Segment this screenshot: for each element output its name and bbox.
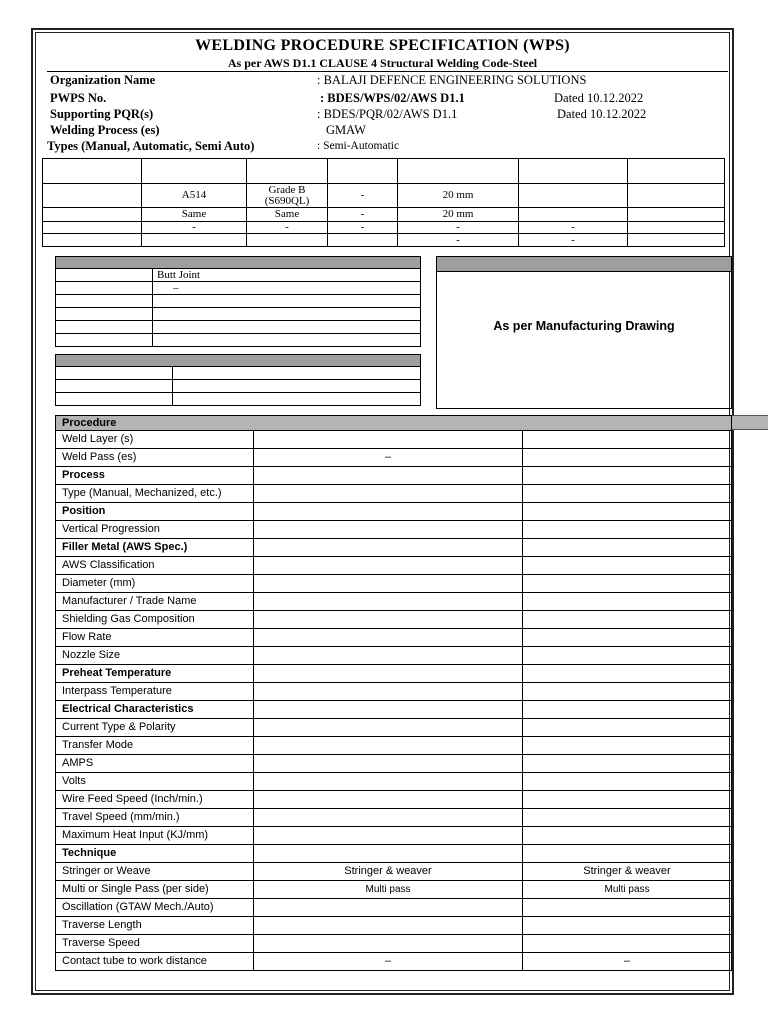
table-row xyxy=(56,308,421,321)
procedure-row-value-1 xyxy=(254,701,523,719)
drawing-header-bar xyxy=(437,257,731,272)
table-header-bar xyxy=(56,355,421,367)
procedure-row-value-2 xyxy=(523,791,732,809)
procedure-row-label: AWS Classification xyxy=(56,557,254,575)
org-value: : BALAJI DEFENCE ENGINEERING SOLUTIONS xyxy=(317,73,587,87)
types-value: : Semi-Automatic xyxy=(317,140,400,152)
procedure-row-value-1: – xyxy=(254,449,523,467)
procedure-row-label: Oscillation (GTAW Mech./Auto) xyxy=(56,899,254,917)
procedure-row-value-1 xyxy=(254,737,523,755)
table-row xyxy=(56,367,421,380)
procedure-row-value-2 xyxy=(523,701,732,719)
procedure-row-label: Wire Feed Speed (Inch/min.) xyxy=(56,791,254,809)
pqr-value: : BDES/PQR/02/AWS D1.1 xyxy=(317,107,458,121)
pwps-label: PWPS No. xyxy=(50,91,107,105)
procedure-row xyxy=(56,863,732,881)
procedure-row-value-1 xyxy=(254,791,523,809)
procedure-row xyxy=(56,431,732,449)
table-row: - - - - - xyxy=(43,222,725,234)
table-row xyxy=(56,393,421,406)
procedure-row-value-2 xyxy=(523,827,732,845)
procedure-row-value-2 xyxy=(523,935,732,953)
procedure-row-label: Weld Layer (s) xyxy=(56,431,254,449)
procedure-row-value-2 xyxy=(523,773,732,791)
procedure-row xyxy=(56,647,732,665)
procedure-row-value-1 xyxy=(254,809,523,827)
procedure-row xyxy=(56,845,732,863)
table-row: - - xyxy=(43,234,725,247)
procedure-row-value-2: Stringer & weaver xyxy=(523,863,732,881)
pwps-value: : BDES/WPS/02/AWS D1.1 xyxy=(320,91,465,105)
procedure-row xyxy=(56,899,732,917)
table-header-bar xyxy=(56,257,421,269)
table-row xyxy=(43,159,725,184)
procedure-row-value-1 xyxy=(254,539,523,557)
procedure-row xyxy=(56,665,732,683)
procedure-row-value-2 xyxy=(523,485,732,503)
procedure-row-value-2 xyxy=(523,539,732,557)
procedure-row-value-2 xyxy=(523,719,732,737)
procedure-row-value-1 xyxy=(254,683,523,701)
procedure-row-label: Travel Speed (mm/min.) xyxy=(56,809,254,827)
procedure-row-label: Position xyxy=(56,503,254,521)
procedure-row-value-1: Stringer & weaver xyxy=(254,863,523,881)
procedure-row-label: Maximum Heat Input (KJ/mm) xyxy=(56,827,254,845)
procedure-row-value-2 xyxy=(523,809,732,827)
procedure-row xyxy=(56,683,732,701)
procedure-row-value-2 xyxy=(523,557,732,575)
procedure-row-label: Filler Metal (AWS Spec.) xyxy=(56,539,254,557)
procedure-row-label: Volts xyxy=(56,773,254,791)
procedure-row-label: Technique xyxy=(56,845,254,863)
procedure-row-value-2 xyxy=(523,629,732,647)
procedure-row xyxy=(56,935,732,953)
procedure-row-value-1 xyxy=(254,503,523,521)
joint-backing: – xyxy=(153,282,421,295)
procedure-row xyxy=(56,737,732,755)
procedure-row-label: Preheat Temperature xyxy=(56,665,254,683)
procedure-row-value-2 xyxy=(523,611,732,629)
procedure-row-value-2 xyxy=(523,503,732,521)
procedure-row-value-2 xyxy=(523,431,732,449)
procedure-row xyxy=(56,881,732,899)
procedure-row-value-2 xyxy=(523,647,732,665)
procedure-row-value-2 xyxy=(523,755,732,773)
document-subtitle: As per AWS D1.1 CLAUSE 4 Structural Welding Code-Steel xyxy=(227,56,538,70)
table-row: Same Same - 20 mm xyxy=(43,208,725,222)
table-row xyxy=(56,334,421,347)
procedure-row-label: Type (Manual, Mechanized, etc.) xyxy=(56,485,254,503)
procedure-row-label: Manufacturer / Trade Name xyxy=(56,593,254,611)
procedure-row-label: Multi or Single Pass (per side) xyxy=(56,881,254,899)
table-row xyxy=(56,295,421,308)
procedure-row xyxy=(56,719,732,737)
pwps-date: Dated 10.12.2022 xyxy=(554,91,644,105)
procedure-row xyxy=(56,449,732,467)
procedure-row xyxy=(56,773,732,791)
procedure-row-value-1 xyxy=(254,899,523,917)
procedure-row-value-2 xyxy=(523,683,732,701)
table-row xyxy=(56,269,421,282)
base-metal-table xyxy=(42,158,725,247)
procedure-row xyxy=(56,827,732,845)
procedure-table xyxy=(55,415,732,971)
joint-drawing-box xyxy=(436,256,732,409)
procedure-row-value-1 xyxy=(254,719,523,737)
procedure-row-value-1 xyxy=(254,935,523,953)
procedure-row-value-1 xyxy=(254,647,523,665)
procedure-row-value-2 xyxy=(523,665,732,683)
procedure-row-label: Transfer Mode xyxy=(56,737,254,755)
secondary-table xyxy=(55,354,421,406)
procedure-row-value-1 xyxy=(254,845,523,863)
procedure-row xyxy=(56,575,732,593)
table-row xyxy=(56,321,421,334)
procedure-row-value-1 xyxy=(254,485,523,503)
procedure-row-label: Electrical Characteristics xyxy=(56,701,254,719)
joint-design-table xyxy=(55,256,421,347)
org-label: Organization Name xyxy=(50,73,156,87)
procedure-row-value-2 xyxy=(523,899,732,917)
procedure-row-value-2 xyxy=(523,917,732,935)
procedure-row-value-1 xyxy=(254,917,523,935)
procedure-row-label: Interpass Temperature xyxy=(56,683,254,701)
types-label: Types (Manual, Automatic, Semi Auto) xyxy=(47,139,255,153)
procedure-row-value-2 xyxy=(523,521,732,539)
procedure-row-value-1 xyxy=(254,755,523,773)
procedure-row-value-1 xyxy=(254,467,523,485)
drawing-note: As per Manufacturing Drawing xyxy=(493,319,675,333)
pqr-date: Dated 10.12.2022 xyxy=(557,107,647,121)
procedure-row xyxy=(56,593,732,611)
pqr-label: Supporting PQR(s) xyxy=(50,107,154,121)
procedure-row xyxy=(56,701,732,719)
procedure-row-label: Traverse Speed xyxy=(56,935,254,953)
procedure-row-label: Process xyxy=(56,467,254,485)
table-row xyxy=(56,282,421,295)
procedure-row-label: Diameter (mm) xyxy=(56,575,254,593)
procedure-row-label: Traverse Length xyxy=(56,917,254,935)
title-divider xyxy=(47,71,728,72)
joint-type: Butt Joint xyxy=(153,269,421,282)
procedure-row-value-1 xyxy=(254,521,523,539)
procedure-header: Procedure xyxy=(56,416,732,431)
procedure-row-value-2 xyxy=(523,467,732,485)
procedure-row-value-1 xyxy=(254,773,523,791)
procedure-row-value-2 xyxy=(523,575,732,593)
procedure-row xyxy=(56,953,732,971)
procedure-row-value-1: – xyxy=(254,953,523,971)
process-value: GMAW xyxy=(326,123,366,137)
procedure-row xyxy=(56,467,732,485)
procedure-row xyxy=(56,557,732,575)
procedure-row-value-1 xyxy=(254,431,523,449)
procedure-row-label: Shielding Gas Composition xyxy=(56,611,254,629)
procedure-row-label: Flow Rate xyxy=(56,629,254,647)
procedure-row xyxy=(56,539,732,557)
procedure-row-label: Current Type & Polarity xyxy=(56,719,254,737)
procedure-row xyxy=(56,611,732,629)
procedure-row-value-2 xyxy=(523,593,732,611)
procedure-row-value-1 xyxy=(254,575,523,593)
procedure-row xyxy=(56,917,732,935)
procedure-row xyxy=(56,755,732,773)
procedure-row xyxy=(56,485,732,503)
procedure-row-value-1 xyxy=(254,629,523,647)
procedure-row-value-2 xyxy=(523,845,732,863)
procedure-row-value-1 xyxy=(254,593,523,611)
procedure-row-value-1 xyxy=(254,557,523,575)
procedure-header-extension xyxy=(732,415,768,430)
document-title: WELDING PROCEDURE SPECIFICATION (WPS) xyxy=(195,37,570,54)
procedure-row xyxy=(56,521,732,539)
procedure-row-label: Vertical Progression xyxy=(56,521,254,539)
procedure-row-value-2 xyxy=(523,449,732,467)
procedure-row xyxy=(56,809,732,827)
procedure-row-value-1: Multi pass xyxy=(254,881,523,899)
procedure-row-value-2: – xyxy=(523,953,732,971)
process-label: Welding Process (es) xyxy=(50,123,160,137)
procedure-row xyxy=(56,503,732,521)
procedure-row-value-2 xyxy=(523,737,732,755)
procedure-row-label: AMPS xyxy=(56,755,254,773)
procedure-row xyxy=(56,629,732,647)
procedure-row-label: Contact tube to work distance xyxy=(56,953,254,971)
procedure-row-label: Stringer or Weave xyxy=(56,863,254,881)
procedure-row xyxy=(56,791,732,809)
procedure-row-label: Weld Pass (es) xyxy=(56,449,254,467)
table-row xyxy=(56,380,421,393)
procedure-row-value-2: Multi pass xyxy=(523,881,732,899)
procedure-row-value-1 xyxy=(254,611,523,629)
procedure-row-value-1 xyxy=(254,665,523,683)
table-row: A514 Grade B (S690QL) - 20 mm xyxy=(43,184,725,208)
procedure-row-value-1 xyxy=(254,827,523,845)
procedure-row-label: Nozzle Size xyxy=(56,647,254,665)
